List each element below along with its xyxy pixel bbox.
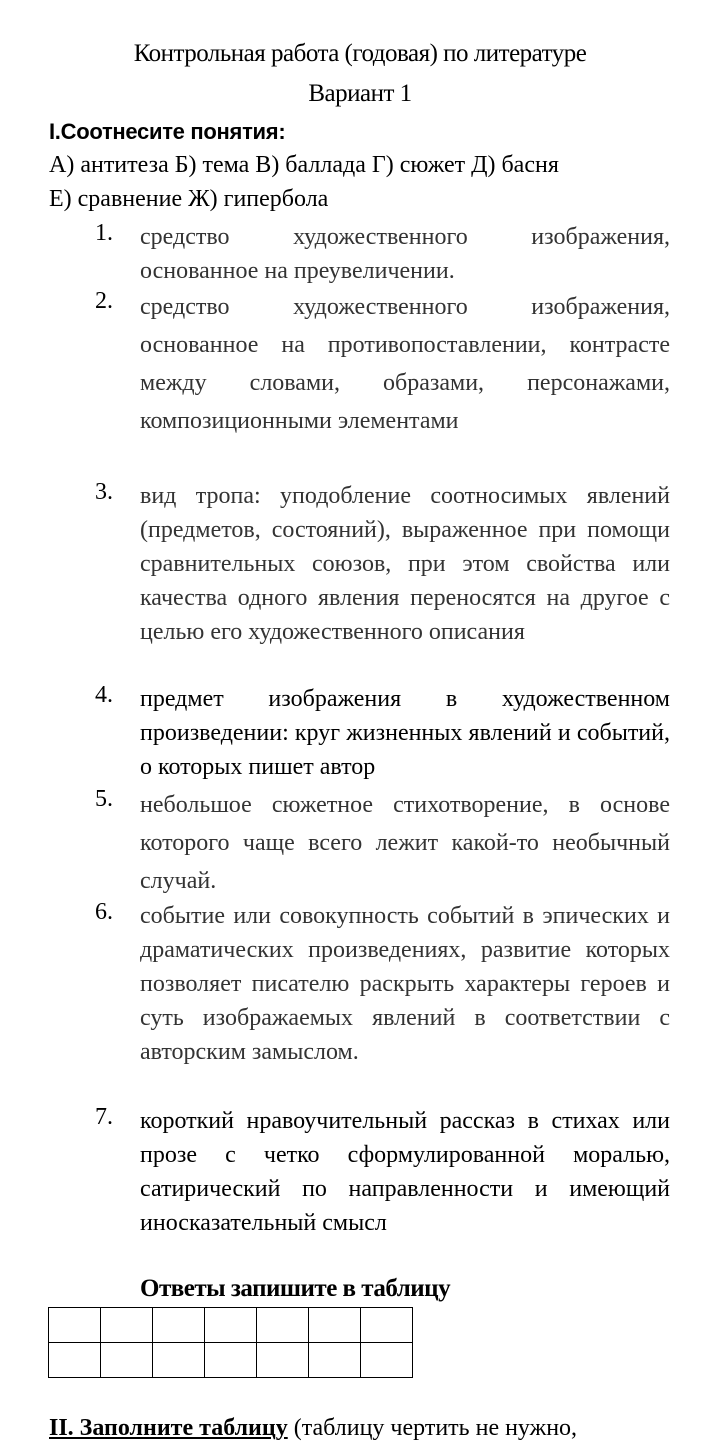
- item-text: предмет изображения в художественном произведении: круг жизненных явлений и событий, о которых пишет автор: [140, 686, 670, 780]
- answer-cell: [153, 1343, 205, 1378]
- answer-cell: [257, 1308, 309, 1343]
- item-text: вид тропа: уподобление соотносимых явлений (предметов, состояний), выраженное при помощи сравнительных союзов, при этом свойства или качества одного явления переносятся на другое с целью его художественного описания: [140, 483, 670, 645]
- answer-cell: [309, 1343, 361, 1378]
- item-number: 5.: [95, 786, 113, 812]
- answer-cell: [49, 1343, 101, 1378]
- item-text: средство художественного изображения, основанное на противопоставлении, контрасте между словами, образами, персонажами, композиционными элементами: [140, 294, 670, 434]
- item-number: 7.: [95, 1104, 113, 1130]
- task1-heading: I.Соотнесите понятия:: [49, 119, 286, 144]
- page-title: Контрольная работа (годовая) по литературе: [133, 40, 587, 67]
- task2-line: [49, 1415, 577, 1442]
- item-number: 1.: [95, 220, 113, 246]
- answer-cell: [205, 1308, 257, 1343]
- terms-line-1: А) антитеза Б) тема В) баллада Г) сюжет Д) басня: [49, 152, 559, 178]
- answer-cell: [101, 1343, 153, 1378]
- item-text: короткий нравоучительный рассказ в стихах или прозе с четко сформулированной моралью, сатирический по направленности и имеющий иносказательный смысл: [140, 1108, 670, 1236]
- answer-cell: [309, 1308, 361, 1343]
- answer-cell: [101, 1308, 153, 1343]
- answer-cell: [257, 1343, 309, 1378]
- answer-cell: [205, 1343, 257, 1378]
- terms-line-2: Е) сравнение Ж) гипербола: [49, 186, 329, 212]
- item-text: средство художественного изображения, основанное на преувеличении.: [140, 224, 670, 284]
- answer-cell: [49, 1308, 101, 1343]
- answer-cell: [361, 1343, 413, 1378]
- task2-heading: II. Заполните таблицу: [49, 1415, 288, 1441]
- task2-note: (таблицу чертить не нужно,: [287, 1415, 578, 1441]
- answer-cell: [361, 1308, 413, 1343]
- item-number: 6.: [95, 899, 113, 925]
- answers-title: Ответы запишите в таблицу: [140, 1275, 451, 1302]
- item-number: 3.: [95, 479, 113, 505]
- item-number: 4.: [95, 682, 113, 708]
- table-row: [49, 1343, 413, 1378]
- answers-table: [48, 1307, 413, 1378]
- variant-title: Вариант 1: [308, 80, 412, 107]
- answer-cell: [153, 1308, 205, 1343]
- item-number: 2.: [95, 288, 113, 314]
- item-text: событие или совокупность событий в эпических и драматических произведениях, развитие которых позволяет писателю раскрыть характеры героев и суть изображаемых явлений в соответствии с авторским замыслом.: [140, 903, 670, 1065]
- table-row: [49, 1308, 413, 1343]
- item-text: небольшое сюжетное стихотворение, в основе которого чаще всего лежит какой-то необычный случай.: [140, 792, 670, 894]
